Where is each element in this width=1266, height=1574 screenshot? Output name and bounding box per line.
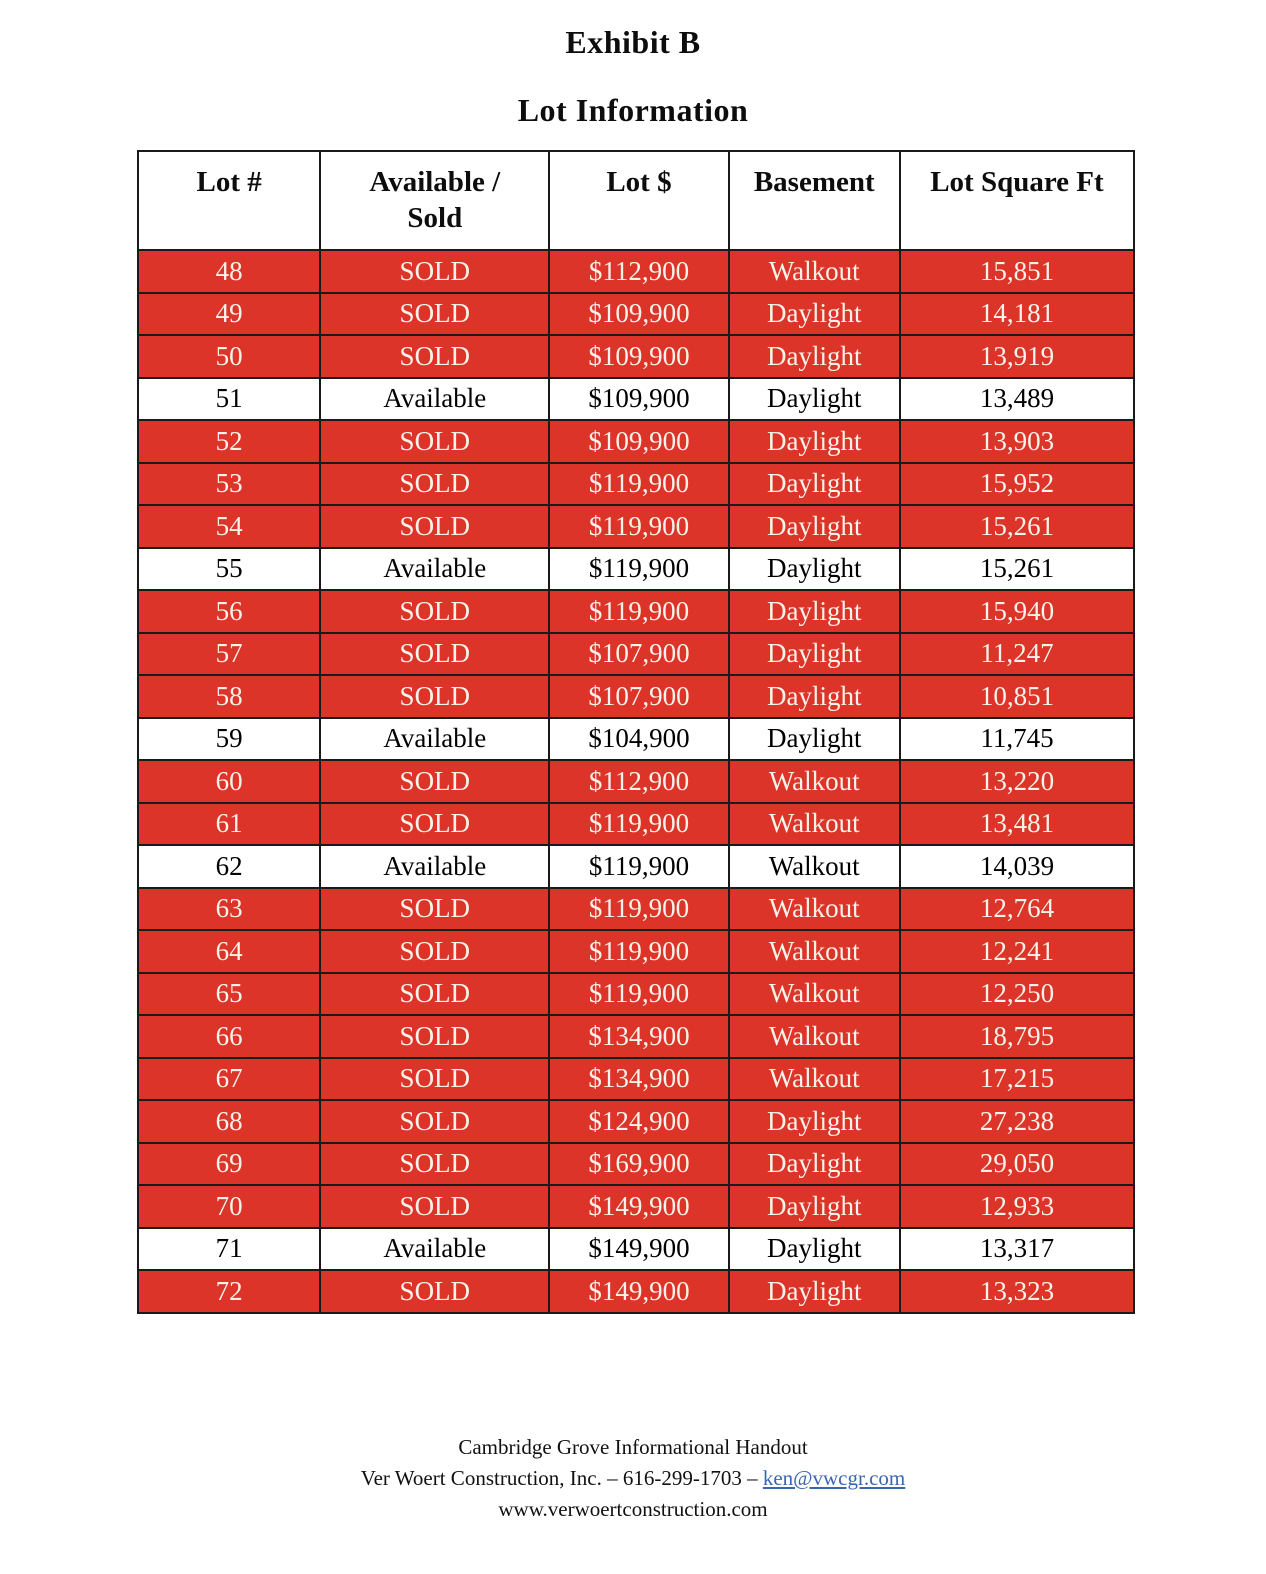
cell-basement: Daylight xyxy=(729,335,900,378)
cell-lot: 62 xyxy=(138,845,320,888)
footer-line-contact xyxy=(0,1463,1266,1494)
table-row xyxy=(138,845,1134,888)
cell-price: $119,900 xyxy=(549,803,728,846)
cell-price: $169,900 xyxy=(549,1143,728,1186)
cell-lot: 70 xyxy=(138,1185,320,1228)
cell-status: SOLD xyxy=(320,1143,549,1186)
table-row xyxy=(138,335,1134,378)
page-subtitle: Lot Information xyxy=(517,92,749,128)
cell-status: SOLD xyxy=(320,888,549,931)
cell-basement: Walkout xyxy=(729,250,900,293)
table-row xyxy=(138,633,1134,676)
cell-basement: Daylight xyxy=(729,378,900,421)
table-row xyxy=(138,1058,1134,1101)
cell-basement: Daylight xyxy=(729,675,900,718)
cell-sqft: 15,261 xyxy=(900,548,1134,591)
cell-basement: Daylight xyxy=(729,633,900,676)
table-row xyxy=(138,250,1134,293)
cell-status: SOLD xyxy=(320,1185,549,1228)
lot-table-body xyxy=(138,250,1134,1313)
cell-basement: Daylight xyxy=(729,1100,900,1143)
cell-price: $124,900 xyxy=(549,1100,728,1143)
table-row xyxy=(138,973,1134,1016)
cell-price: $109,900 xyxy=(549,420,728,463)
cell-status: SOLD xyxy=(320,590,549,633)
cell-status: Available xyxy=(320,548,549,591)
cell-price: $109,900 xyxy=(549,378,728,421)
cell-lot: 53 xyxy=(138,463,320,506)
cell-lot: 56 xyxy=(138,590,320,633)
cell-price: $149,900 xyxy=(549,1270,728,1313)
cell-lot: 71 xyxy=(138,1228,320,1271)
table-row xyxy=(138,718,1134,761)
cell-basement: Daylight xyxy=(729,293,900,336)
cell-sqft: 15,261 xyxy=(900,505,1134,548)
cell-status: Available xyxy=(320,378,549,421)
cell-sqft: 11,745 xyxy=(900,718,1134,761)
cell-price: $107,900 xyxy=(549,675,728,718)
cell-sqft: 15,851 xyxy=(900,250,1134,293)
cell-lot: 58 xyxy=(138,675,320,718)
table-row xyxy=(138,1143,1134,1186)
table-row xyxy=(138,505,1134,548)
cell-lot: 66 xyxy=(138,1015,320,1058)
cell-sqft: 13,903 xyxy=(900,420,1134,463)
cell-basement: Daylight xyxy=(729,1143,900,1186)
cell-price: $112,900 xyxy=(549,760,728,803)
cell-status: SOLD xyxy=(320,335,549,378)
table-row xyxy=(138,1015,1134,1058)
cell-lot: 64 xyxy=(138,930,320,973)
table-row xyxy=(138,1185,1134,1228)
cell-price: $109,900 xyxy=(549,335,728,378)
cell-basement: Daylight xyxy=(729,718,900,761)
cell-basement: Daylight xyxy=(729,590,900,633)
cell-basement: Daylight xyxy=(729,1185,900,1228)
cell-lot: 54 xyxy=(138,505,320,548)
cell-sqft: 11,247 xyxy=(900,633,1134,676)
cell-sqft: 17,215 xyxy=(900,1058,1134,1101)
cell-lot: 59 xyxy=(138,718,320,761)
column-header-status: Available / Sold xyxy=(320,151,549,250)
footer-line-handout: Cambridge Grove Informational Handout xyxy=(458,1435,808,1459)
cell-status: SOLD xyxy=(320,803,549,846)
cell-sqft: 13,317 xyxy=(900,1228,1134,1271)
cell-status: SOLD xyxy=(320,293,549,336)
cell-status: SOLD xyxy=(320,505,549,548)
cell-lot: 48 xyxy=(138,250,320,293)
cell-price: $149,900 xyxy=(549,1185,728,1228)
cell-price: $119,900 xyxy=(549,505,728,548)
cell-price: $119,900 xyxy=(549,973,728,1016)
table-row xyxy=(138,1270,1134,1313)
column-header-sqft: Lot Square Ft xyxy=(900,151,1134,250)
cell-status: SOLD xyxy=(320,250,549,293)
cell-status: SOLD xyxy=(320,1058,549,1101)
cell-sqft: 12,250 xyxy=(900,973,1134,1016)
cell-price: $109,900 xyxy=(549,293,728,336)
cell-status: SOLD xyxy=(320,930,549,973)
column-header-price: Lot $ xyxy=(549,151,728,250)
cell-lot: 72 xyxy=(138,1270,320,1313)
cell-lot: 55 xyxy=(138,548,320,591)
table-row xyxy=(138,760,1134,803)
cell-lot: 68 xyxy=(138,1100,320,1143)
cell-basement: Daylight xyxy=(729,505,900,548)
cell-basement: Walkout xyxy=(729,845,900,888)
cell-lot: 67 xyxy=(138,1058,320,1101)
cell-lot: 61 xyxy=(138,803,320,846)
cell-sqft: 15,940 xyxy=(900,590,1134,633)
cell-lot: 69 xyxy=(138,1143,320,1186)
cell-price: $119,900 xyxy=(549,548,728,591)
cell-basement: Walkout xyxy=(729,1015,900,1058)
column-header-lot: Lot # xyxy=(138,151,320,250)
cell-price: $149,900 xyxy=(549,1228,728,1271)
cell-basement: Daylight xyxy=(729,1228,900,1271)
table-header xyxy=(138,151,1134,250)
cell-sqft: 12,241 xyxy=(900,930,1134,973)
cell-basement: Walkout xyxy=(729,888,900,931)
cell-price: $134,900 xyxy=(549,1015,728,1058)
cell-sqft: 14,039 xyxy=(900,845,1134,888)
table-row xyxy=(138,293,1134,336)
footer-contact-text: Ver Woert Construction, Inc. – 616-299-1703 – xyxy=(360,1466,763,1490)
table-row xyxy=(138,930,1134,973)
cell-lot: 52 xyxy=(138,420,320,463)
table-row xyxy=(138,463,1134,506)
cell-sqft: 18,795 xyxy=(900,1015,1134,1058)
cell-lot: 57 xyxy=(138,633,320,676)
table-row xyxy=(138,1100,1134,1143)
table-row xyxy=(138,1228,1134,1271)
cell-sqft: 13,489 xyxy=(900,378,1134,421)
cell-status: Available xyxy=(320,845,549,888)
cell-sqft: 27,238 xyxy=(900,1100,1134,1143)
email-link[interactable]: ken@vwcgr.com xyxy=(762,1466,906,1490)
cell-status: SOLD xyxy=(320,1270,549,1313)
cell-basement: Walkout xyxy=(729,930,900,973)
table-row xyxy=(138,548,1134,591)
header-row xyxy=(138,151,1134,250)
cell-status: SOLD xyxy=(320,420,549,463)
cell-status: SOLD xyxy=(320,675,549,718)
table-row xyxy=(138,420,1134,463)
cell-sqft: 13,220 xyxy=(900,760,1134,803)
cell-price: $134,900 xyxy=(549,1058,728,1101)
table-row xyxy=(138,888,1134,931)
cell-status: SOLD xyxy=(320,1100,549,1143)
cell-sqft: 15,952 xyxy=(900,463,1134,506)
cell-price: $119,900 xyxy=(549,930,728,973)
cell-price: $104,900 xyxy=(549,718,728,761)
cell-basement: Walkout xyxy=(729,803,900,846)
cell-status: Available xyxy=(320,718,549,761)
table-row xyxy=(138,378,1134,421)
page-title: Exhibit B xyxy=(565,24,701,60)
cell-lot: 63 xyxy=(138,888,320,931)
cell-status: SOLD xyxy=(320,633,549,676)
cell-lot: 65 xyxy=(138,973,320,1016)
footer xyxy=(0,1432,1266,1525)
cell-status: SOLD xyxy=(320,760,549,803)
cell-basement: Walkout xyxy=(729,760,900,803)
cell-lot: 60 xyxy=(138,760,320,803)
cell-sqft: 13,323 xyxy=(900,1270,1134,1313)
cell-basement: Daylight xyxy=(729,1270,900,1313)
column-header-basement: Basement xyxy=(729,151,900,250)
cell-price: $119,900 xyxy=(549,888,728,931)
cell-status: Available xyxy=(320,1228,549,1271)
cell-basement: Walkout xyxy=(729,973,900,1016)
cell-lot: 50 xyxy=(138,335,320,378)
table-row xyxy=(138,590,1134,633)
cell-basement: Daylight xyxy=(729,420,900,463)
cell-status: SOLD xyxy=(320,1015,549,1058)
cell-status: SOLD xyxy=(320,973,549,1016)
table-row xyxy=(138,675,1134,718)
cell-sqft: 12,933 xyxy=(900,1185,1134,1228)
cell-price: $119,900 xyxy=(549,463,728,506)
cell-basement: Walkout xyxy=(729,1058,900,1101)
cell-price: $107,900 xyxy=(549,633,728,676)
cell-price: $119,900 xyxy=(549,845,728,888)
lot-information-table xyxy=(137,150,1135,1314)
cell-price: $112,900 xyxy=(549,250,728,293)
cell-sqft: 29,050 xyxy=(900,1143,1134,1186)
cell-sqft: 10,851 xyxy=(900,675,1134,718)
cell-lot: 49 xyxy=(138,293,320,336)
cell-sqft: 13,919 xyxy=(900,335,1134,378)
cell-sqft: 12,764 xyxy=(900,888,1134,931)
cell-basement: Daylight xyxy=(729,463,900,506)
footer-line-website: www.verwoertconstruction.com xyxy=(498,1497,768,1521)
cell-sqft: 14,181 xyxy=(900,293,1134,336)
cell-basement: Daylight xyxy=(729,548,900,591)
cell-sqft: 13,481 xyxy=(900,803,1134,846)
cell-price: $119,900 xyxy=(549,590,728,633)
cell-lot: 51 xyxy=(138,378,320,421)
cell-status: SOLD xyxy=(320,463,549,506)
table-row xyxy=(138,803,1134,846)
